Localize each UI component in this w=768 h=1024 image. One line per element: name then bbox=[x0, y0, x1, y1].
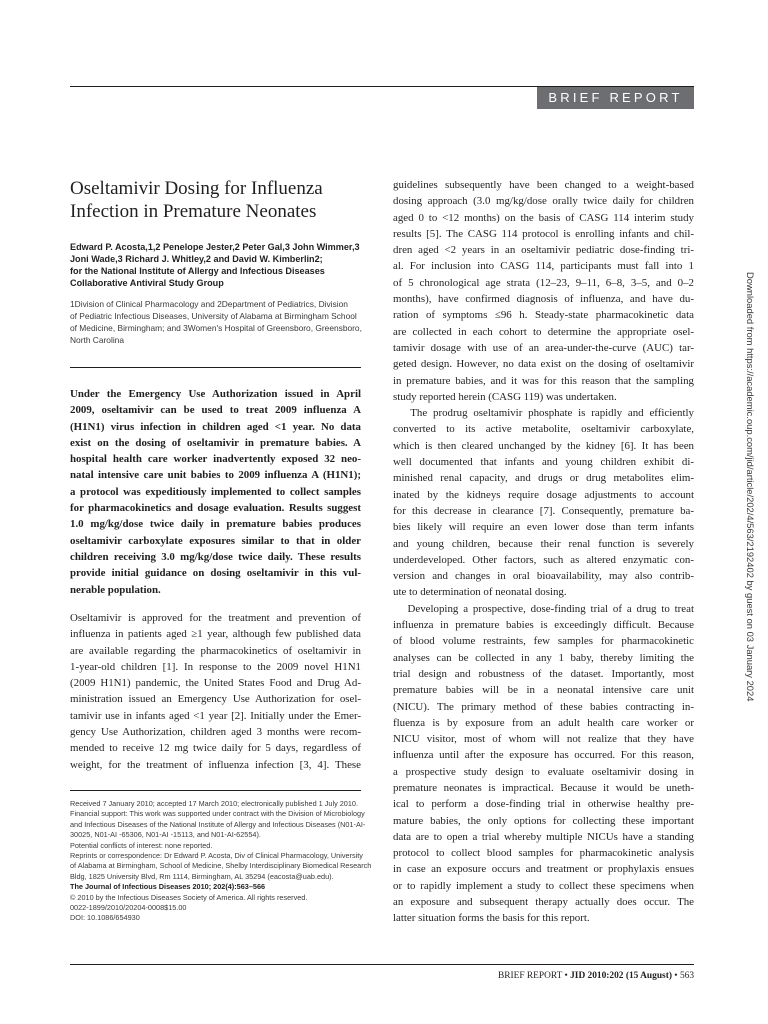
article-title bbox=[70, 177, 361, 223]
abstract-line: a protocol was expeditiously implemented to collect samples bbox=[70, 485, 361, 498]
footnote-line: Bldg, 1825 University Blvd, Rm 1114, Birmingham, AL 35294 (eacosta@uab.edu). bbox=[70, 871, 334, 881]
footer-bullet: • bbox=[564, 971, 571, 981]
abstract-line: hospital health care worker inadvertently exposed 32 neo- bbox=[70, 453, 361, 466]
footnote-line: and Infectious Diseases of the National Institute of Allergy and Infectious Diseases (N01-AI- bbox=[70, 819, 366, 829]
body-line: protocol to collect blood samples for pharmacokinetic analysis bbox=[393, 847, 694, 860]
abstract-line: nerable population. bbox=[70, 583, 161, 596]
section-tag: BRIEF REPORT bbox=[537, 87, 694, 109]
footnotes bbox=[70, 799, 372, 924]
affiliation-line: North Carolina bbox=[70, 335, 124, 346]
page-number: 563 bbox=[679, 971, 694, 981]
title-line: Oseltamivir Dosing for Influenza bbox=[70, 178, 323, 199]
body-line: al. For inclusion into CASG 114, participants must fall into 1 bbox=[393, 260, 694, 273]
body-line: premature neonates is impractical. Because it would be uneth- bbox=[393, 781, 694, 794]
abstract-line: 2009, oseltamivir can be used to treat 2009 influenza A bbox=[70, 404, 361, 417]
download-watermark-text: Downloaded from https://academic.oup.com/jid/article/202/4/563/2192402 by guest on 03 January 2024 bbox=[745, 272, 756, 702]
body-line: fluenza is by exposure from an adult health care worker or bbox=[393, 716, 694, 729]
footer-section: BRIEF REPORT bbox=[498, 971, 563, 981]
body-line: guidelines subsequently have been changed to a weight-based bbox=[393, 179, 694, 191]
body-line: mature babies, the only options for collecting these important bbox=[393, 814, 694, 827]
body-line: influenza in patients aged ≥1 year, although few published data bbox=[70, 628, 361, 641]
author-line: for the National Institute of Allergy and Infectious Diseases bbox=[70, 266, 325, 277]
abstract-line: oseltamivir carboxylate exposures similar to that in older bbox=[70, 534, 361, 547]
body-line: are available regarding the pharmacokinetics of oseltamivir in bbox=[70, 644, 361, 657]
abstract bbox=[70, 386, 361, 598]
abstract-line: Under the Emergency Use Authorization issued in April bbox=[70, 388, 361, 400]
intro-paragraph bbox=[70, 610, 361, 773]
title-line: Infection in Premature Neonates bbox=[70, 201, 317, 222]
body-line: The prodrug oseltamivir phosphate is rapidly and efficiently bbox=[393, 407, 694, 420]
doi: DOI: 10.1086/654930 bbox=[70, 913, 140, 923]
body-line: of blood volume restraints, few samples for pharmacokinetic bbox=[393, 635, 694, 648]
abstract-line: (H1N1) virus infection in children aged <1 year. No data bbox=[70, 420, 361, 433]
body-line: for this decrease in clearance [7]. Consequently, premature ba- bbox=[393, 504, 694, 517]
abstract-line: natal intensive care unit babies to 2009 influenza A (H1N1); bbox=[70, 469, 361, 482]
body-line: inated by the kidneys require dosage adjustments to account bbox=[393, 488, 694, 501]
body-line: (2009 H1N1) pandemic, the United States Food and Drug Ad- bbox=[70, 677, 361, 690]
abstract-line: 1.0 mg/kg/dose twice daily in premature babies produces bbox=[70, 518, 361, 531]
abstract-line: provide initial guidance on dosing oseltamivir in this vul- bbox=[70, 567, 361, 580]
body-line: are collected in each cohort to determine the appropriate osel- bbox=[393, 325, 694, 338]
body-line: premature babies will be in a neonatal intensive care unit bbox=[393, 684, 694, 697]
body-line: in premature babies, and it was for this reason that the sampling bbox=[393, 374, 694, 387]
body-line: ute to determination of neonatal dosing. bbox=[393, 586, 567, 599]
body-line: 1-year-old children [1]. In response to the 2009 novel H1N1 bbox=[70, 660, 361, 673]
body-line: data are to open a trial whereby multiple NICUs have a standing bbox=[393, 830, 694, 843]
body-line: tamivir dosage with use of an area-under-the-curve (AUC) tar- bbox=[393, 341, 694, 354]
body-line: influenza until after the exposure has occurred. For this reason, bbox=[393, 749, 694, 762]
abstract-line: children receiving 3.0 mg/kg/dose twice daily. These results bbox=[70, 550, 361, 563]
footer-journal: JID 2010:202 (15 August) bbox=[570, 971, 672, 981]
footer-rule bbox=[70, 964, 694, 965]
affiliations bbox=[70, 298, 361, 346]
body-line: bies likely will require an even lower dose than term infants bbox=[393, 521, 694, 534]
footnote-line: © 2010 by the Infectious Diseases Society of America. All rights reserved. bbox=[70, 892, 308, 902]
body-line: (NICU). The primary method of these babies contracting in- bbox=[393, 700, 694, 713]
body-line: aged 0 to <12 months) on the basis of CASG 114 interim study bbox=[393, 211, 694, 224]
affiliation-line: of Pediatric Infectious Diseases, University of Alabama at Birmingham School bbox=[70, 311, 357, 322]
footnote-line: Financial support: This work was supported under contract with the Division of Microbiology bbox=[70, 809, 365, 819]
body-line: tamivir use in infants aged <1 year [2]. Initially under the Emer- bbox=[70, 709, 361, 722]
body-line: converted to its active metabolite, oseltamivir carboxylate, bbox=[393, 423, 694, 436]
author-list bbox=[70, 241, 361, 289]
body-line: dosing approach (3.0 mg/kg/dose orally twice daily for children bbox=[393, 195, 694, 208]
body-line: trial design and robustness of the dataset. Importantly, most bbox=[393, 667, 694, 680]
body-line: ration of symptoms ≤96 h. Steady-state pharmacokinetic data bbox=[393, 309, 694, 322]
body-line: latter situation forms the basis for this report. bbox=[393, 912, 590, 925]
footer-bullet: • bbox=[674, 971, 680, 981]
body-line: an exposure and subsequent therapy actually does occur. The bbox=[393, 896, 694, 909]
body-line: or to rapidly implement a study to collect these specimens when bbox=[393, 879, 694, 892]
body-line: Developing a prospective, dose-finding trial of a drug to treat bbox=[393, 602, 694, 615]
download-watermark bbox=[746, 272, 758, 912]
body-line: in case an exposure occurs and treatment or prophylaxis ensues bbox=[393, 863, 694, 876]
body-line: and young children, because their renal function is severely bbox=[393, 537, 694, 550]
body-line: study reported herein (CASG 119) was undertaken. bbox=[393, 390, 617, 403]
footnote-rule bbox=[70, 790, 361, 791]
body-line: version and changes in oral bioavailability, may also contrib- bbox=[393, 570, 694, 583]
body-line: geted design. However, no data exist on the dosing of oseltamivir bbox=[393, 358, 694, 371]
body-line: influenza in premature babies is exceedingly difficult. Because bbox=[393, 619, 694, 632]
abstract-line: for pharmacokinetics and dosage evaluation. Results suggest bbox=[70, 502, 361, 515]
body-line: ical to perform a dose-finding trial in otherwise healthy pre- bbox=[393, 798, 694, 811]
running-footer bbox=[498, 971, 694, 981]
body-line: underdeveloped. Other factors, such as altered enzymatic con- bbox=[393, 553, 694, 566]
body-line: a prospective study design to evaluate oseltamivir dosing in bbox=[393, 765, 694, 778]
body-line: results [5]. The CASG 114 protocol is enrolling infants and chil- bbox=[393, 227, 694, 240]
body-line: Oseltamivir is approved for the treatment and prevention of bbox=[70, 612, 361, 624]
body-line: ministration issued an Emergency Use Authorization for osel- bbox=[70, 693, 361, 706]
right-column-text bbox=[393, 177, 694, 927]
body-line: dren aged <2 years in an oseltamivir pediatric dose-finding tri- bbox=[393, 244, 694, 257]
author-line: Joni Wade,3 Richard J. Whitley,2 and David W. Kimberlin2; bbox=[70, 254, 323, 265]
author-line: Edward P. Acosta,1,2 Penelope Jester,2 Peter Gal,3 John Wimmer,3 bbox=[70, 242, 360, 252]
body-line: analyses can be collected in any 1 baby, thereby limiting the bbox=[393, 651, 694, 664]
footnote-line: Potential conflicts of interest: none reported. bbox=[70, 840, 213, 850]
body-line: minished renal capacity, and drugs or drug metabolites elim- bbox=[393, 472, 694, 485]
author-line: Collaborative Antiviral Study Group bbox=[70, 278, 224, 289]
footnote-line: of Alabama at Birmingham, School of Medicine, Shelby Interdisciplinary Biomedical Research bbox=[70, 861, 372, 871]
body-line: mended to receive 12 mg twice daily for 5 days, regardless of bbox=[70, 742, 361, 755]
abstract-rule bbox=[70, 367, 361, 368]
footnote-line: Received 7 January 2010; accepted 17 March 2010; electronically published 1 July 2010. bbox=[70, 799, 359, 808]
affiliation-line: 1Division of Clinical Pharmacology and 2Department of Pediatrics, Division bbox=[70, 299, 348, 309]
affiliation-line: of Medicine, Birmingham; and 3Women's Hospital of Greensboro, Greensboro, bbox=[70, 323, 362, 334]
body-line: NICU visitor, most of whom will not realize that they have bbox=[393, 733, 694, 746]
body-line: months), have confirmed diagnosis of influenza, and have du- bbox=[393, 293, 694, 306]
footnote-line: Reprints or correspondence: Dr Edward P. Acosta, Div of Clinical Pharmacology, University bbox=[70, 850, 363, 860]
footnote-line: 30025, N01-AI -65306, N01-AI -15113, and N01-AI-62554). bbox=[70, 830, 261, 840]
body-line: of 5 chronological age strata (12–23, 9–11, 6–8, 3–5, and 0–2 bbox=[393, 276, 694, 289]
journal-citation: The Journal of Infectious Diseases 2010; 202(4):563–566 bbox=[70, 882, 266, 892]
body-line: gency Use Authorization, children aged 3 months were recom- bbox=[70, 726, 361, 739]
body-line: weight, for the treatment of influenza infection [3, 4]. These bbox=[70, 758, 361, 771]
body-line: well documented that infants and young children exhibit di- bbox=[393, 456, 694, 469]
abstract-line: exist on the dosing of oseltamivir in premature babies. A bbox=[70, 436, 361, 449]
body-line: which is then cleared unchanged by the kidney [6]. It has been bbox=[393, 439, 694, 452]
footnote-line: 0022-1899/2010/20204-0008$15.00 bbox=[70, 902, 187, 912]
